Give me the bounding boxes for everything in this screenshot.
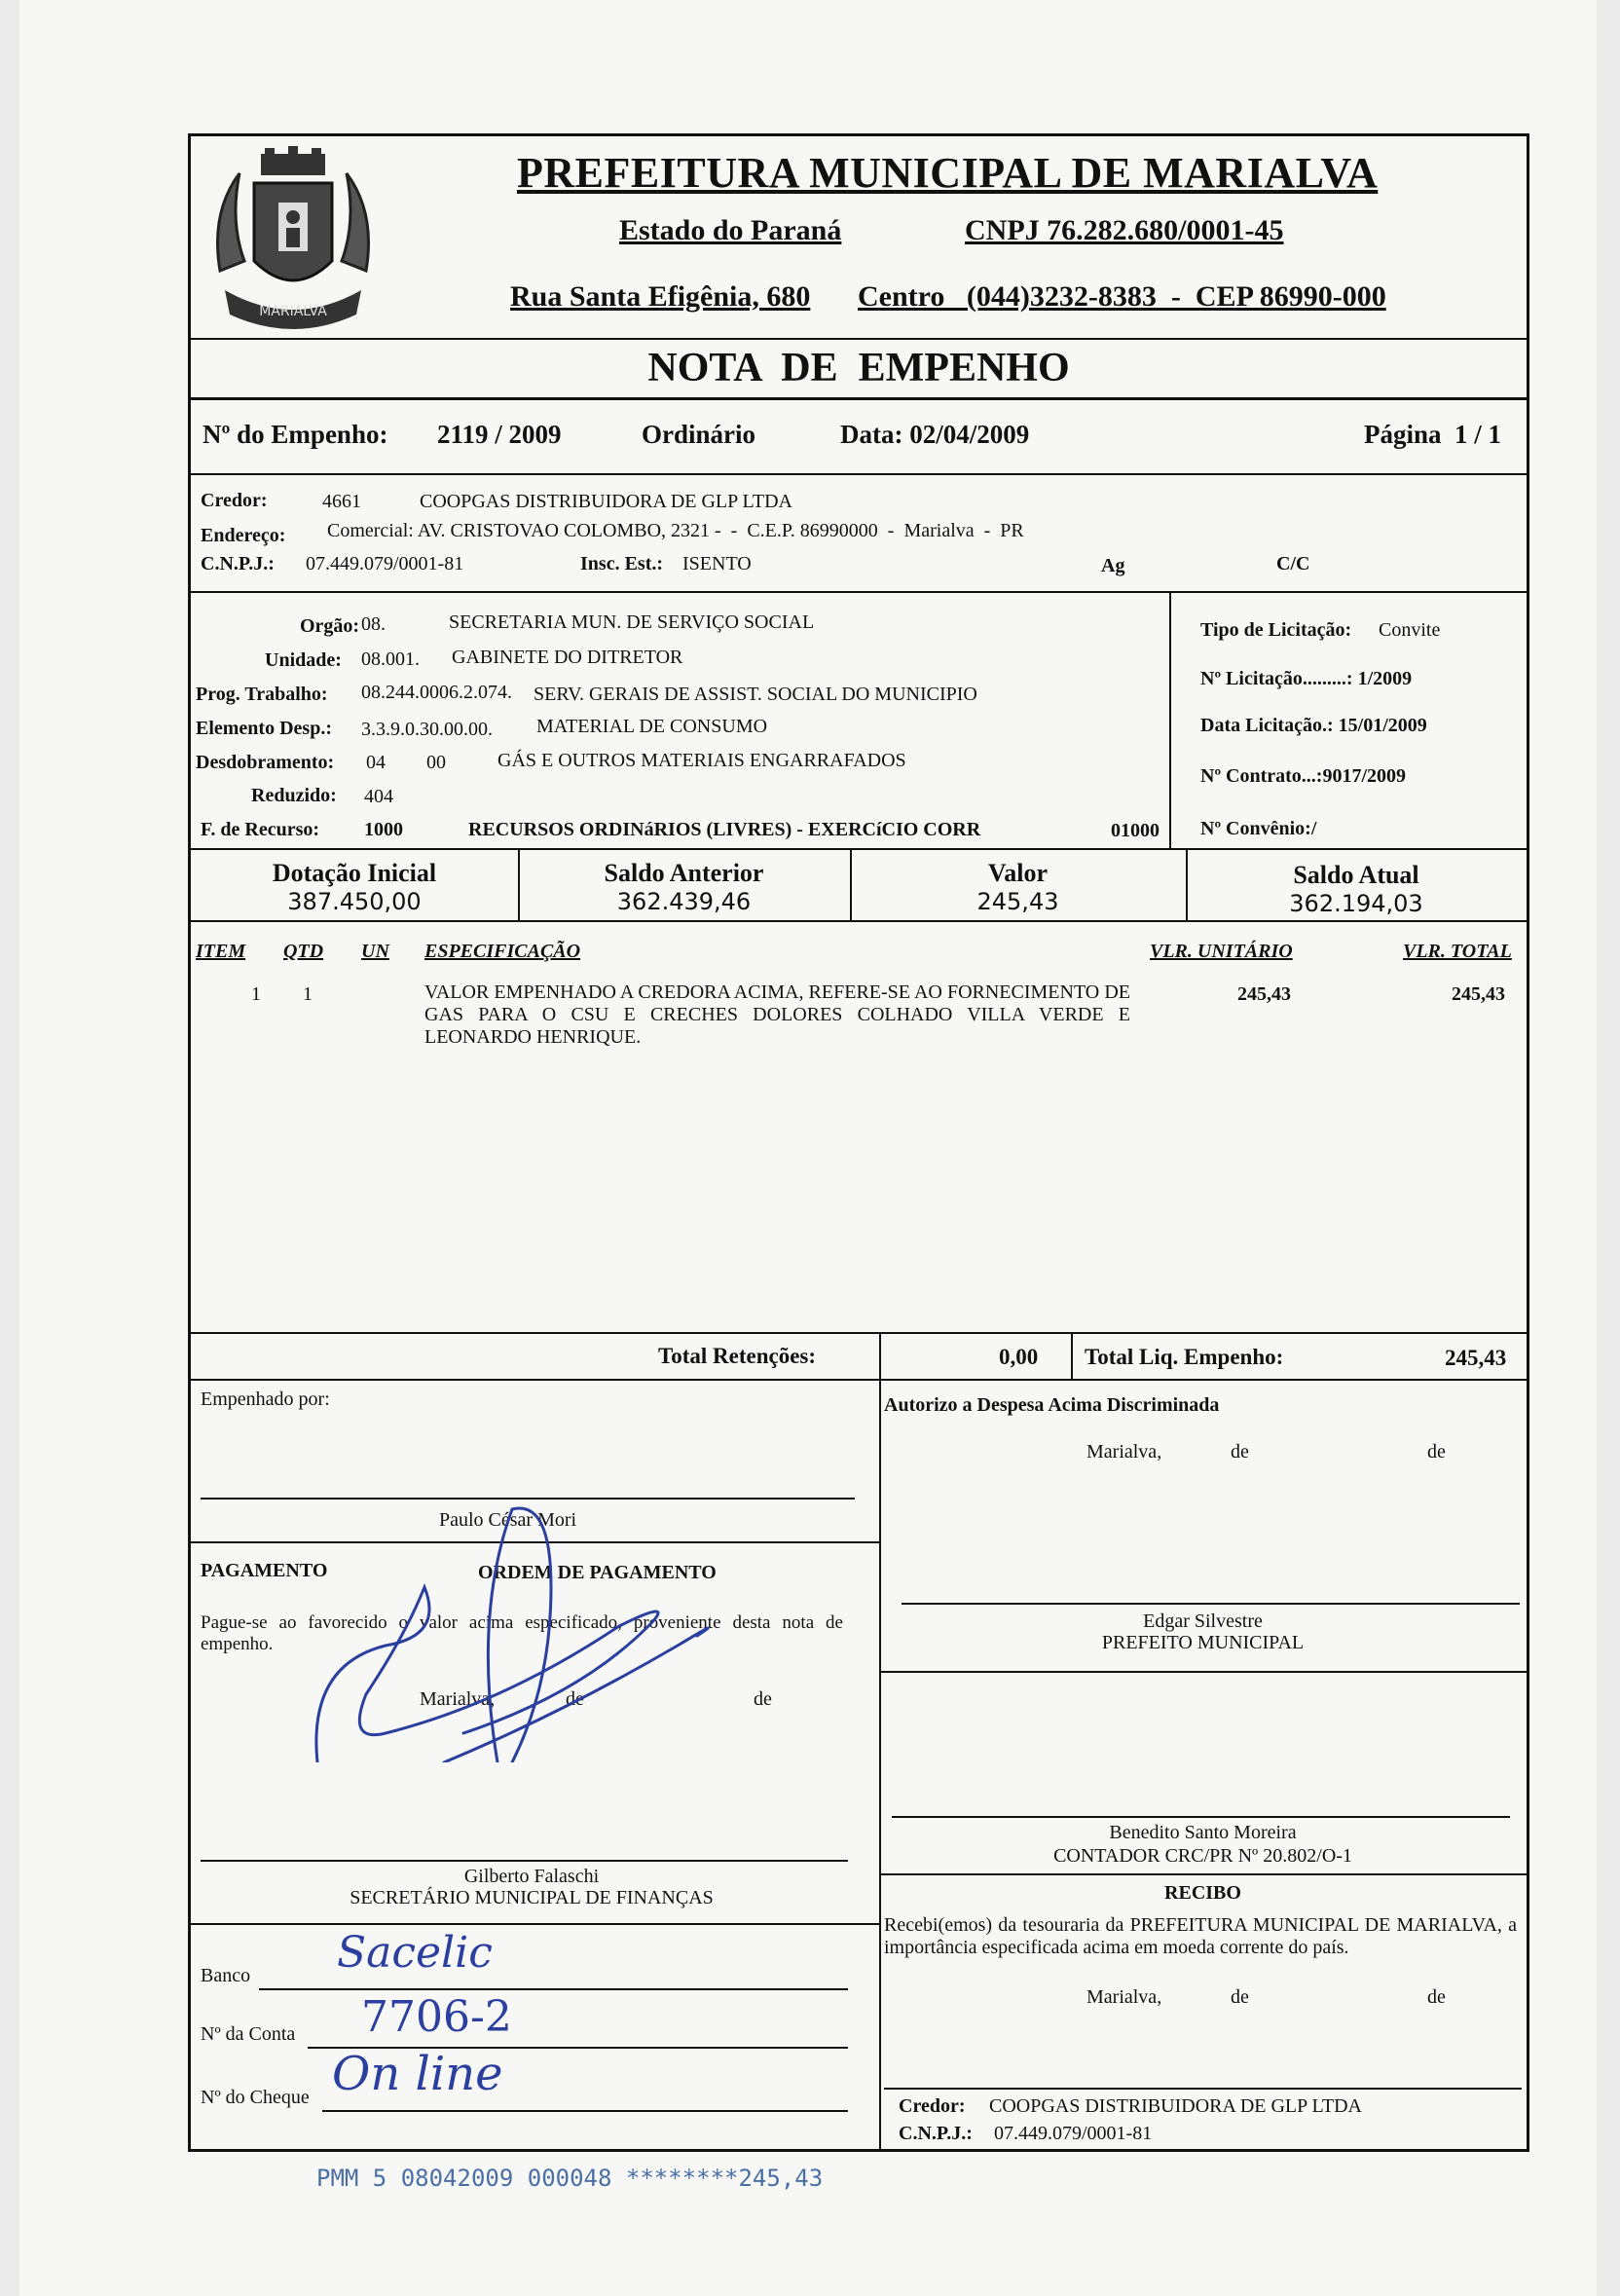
empenhado-signer: Paulo César Mori xyxy=(439,1509,577,1531)
autorizo-place: Marialva, xyxy=(1086,1441,1162,1463)
row-unit-value: 245,43 xyxy=(1237,983,1291,1005)
reduzido-label: Reduzido: xyxy=(251,785,337,806)
balance-valor-label: Valor xyxy=(987,859,1049,887)
signature-scribble xyxy=(308,1470,775,1762)
empenhado-label: Empenhado por: xyxy=(201,1389,330,1410)
autorizo-de-2: de xyxy=(1427,1441,1446,1463)
balance-saldo-anterior-value: 362.439,46 xyxy=(616,888,752,915)
header-phone-cep: Centro (044)3232-8383 - CEP 86990-000 xyxy=(858,280,1386,313)
recibo-de-2: de xyxy=(1427,1986,1446,2008)
contador-signer: Benedito Santo Moreira xyxy=(1109,1822,1297,1843)
header-address: Rua Santa Efigênia, 680 xyxy=(510,280,811,313)
cc-label: C/C xyxy=(1276,553,1310,574)
col-header-item: ITEM xyxy=(196,941,246,962)
total-liquido-label: Total Liq. Empenho: xyxy=(1085,1345,1284,1369)
col-header-qtd: QTD xyxy=(283,941,324,962)
credor-address: Comercial: AV. CRISTOVAO COLOMBO, 2321 - - C.E.P. 86990000 - Marialva - PR xyxy=(327,520,1024,541)
recibo-place: Marialva, xyxy=(1086,1986,1162,2008)
balance-dotacao-label: Dotação Inicial xyxy=(272,859,437,887)
insc-value: ISENTO xyxy=(682,553,752,574)
col-header-unit: VLR. UNITÁRIO xyxy=(1150,941,1293,962)
balance-saldo-atual-value: 362.194,03 xyxy=(1289,890,1423,917)
cheque-label: Nº do Cheque xyxy=(201,2087,310,2108)
row-total-value: 245,43 xyxy=(1452,983,1505,1005)
col-header-un: UN xyxy=(361,941,389,962)
desdobramento-b: 00 xyxy=(426,752,446,773)
banco-label: Banco xyxy=(201,1965,251,1986)
credor-address-label: Endereço: xyxy=(201,525,286,546)
desdobramento-label: Desdobramento: xyxy=(196,752,335,773)
pagamento-text: Pague-se ao favorecido o valor acima especificado, proveniente desta nota de empenho. xyxy=(201,1612,843,1654)
autorizo-de-1: de xyxy=(1231,1441,1249,1463)
col-header-total: VLR. TOTAL xyxy=(1403,941,1512,962)
unidade-name: GABINETE DO DITRETOR xyxy=(452,647,683,668)
empenho-label: Nº do Empenho: xyxy=(202,420,388,449)
insc-label: Insc. Est.: xyxy=(580,553,664,574)
elemento-code: 3.3.9.0.30.00.00. xyxy=(361,719,493,740)
coat-of-arms-icon xyxy=(201,144,386,339)
teller-stamp: PMM 5 08042009 000048 ********245,43 xyxy=(316,2165,824,2192)
licitacao-tipo-value: Convite xyxy=(1379,619,1441,641)
autorizo-role: PREFEITO MUNICIPAL xyxy=(1101,1632,1305,1653)
prog-label: Prog. Trabalho: xyxy=(196,684,328,705)
empenho-page: Página 1 / 1 xyxy=(1364,420,1502,449)
licitacao-tipo-label: Tipo de Licitação: xyxy=(1200,619,1352,641)
pagamento-role: SECRETÁRIO MUNICIPAL DE FINANÇAS xyxy=(350,1887,714,1908)
credor-cnpj: 07.449.079/0001-81 xyxy=(306,553,464,574)
credor-cnpj-label: C.N.P.J.: xyxy=(201,553,275,574)
conta-label: Nº da Conta xyxy=(201,2023,296,2045)
orgao-code: 08. xyxy=(361,613,386,635)
cheque-value: On line xyxy=(332,2047,503,2101)
desdobramento-a: 04 xyxy=(366,752,386,773)
credor-label: Credor: xyxy=(201,490,268,511)
total-retencoes-value: 0,00 xyxy=(999,1345,1039,1369)
empenho-date: Data: 02/04/2009 xyxy=(840,420,1030,449)
balance-dotacao-value: 387.450,00 xyxy=(287,888,422,915)
header-title: PREFEITURA MUNICIPAL DE MARIALVA xyxy=(517,149,1379,197)
recurso-code: 1000 xyxy=(364,819,403,840)
orgao-name: SECRETARIA MUN. DE SERVIÇO SOCIAL xyxy=(449,611,815,633)
licitacao-numero: Nº Licitação.........: 1/2009 xyxy=(1200,668,1413,689)
autorizo-signer: Edgar Silvestre xyxy=(1143,1611,1263,1632)
orgao-label: Orgão: xyxy=(300,615,360,637)
elemento-name: MATERIAL DE CONSUMO xyxy=(536,716,768,737)
balance-valor-value: 245,43 xyxy=(976,888,1059,915)
ordem-pagamento-label: ORDEM DE PAGAMENTO xyxy=(478,1562,717,1583)
prog-name: SERV. GERAIS DE ASSIST. SOCIAL DO MUNICIPIO xyxy=(534,684,977,705)
balance-saldo-atual-label: Saldo Atual xyxy=(1293,861,1419,889)
header-cnpj: CNPJ 76.282.680/0001-45 xyxy=(965,214,1284,246)
unidade-code: 08.001. xyxy=(361,648,420,670)
col-header-spec: ESPECIFICAÇÃO xyxy=(424,941,581,962)
pagamento-signer: Gilberto Falaschi xyxy=(463,1866,600,1887)
prog-code: 08.244.0006.2.074. xyxy=(361,682,512,703)
licitacao-convenio: Nº Convênio:/ xyxy=(1200,818,1317,839)
reduzido-value: 404 xyxy=(364,786,393,807)
recibo-title: RECIBO xyxy=(1164,1882,1241,1904)
recibo-de-1: de xyxy=(1231,1986,1249,2008)
recibo-credor: COOPGAS DISTRIBUIDORA DE GLP LTDA xyxy=(989,2095,1362,2117)
empenho-type: Ordinário xyxy=(642,420,756,449)
credor-name: COOPGAS DISTRIBUIDORA DE GLP LTDA xyxy=(420,491,792,512)
credor-code: 4661 xyxy=(322,491,361,512)
svg-text:MARIALVA: MARIALVA xyxy=(259,304,327,319)
licitacao-data: Data Licitação.: 15/01/2009 xyxy=(1200,715,1427,736)
elemento-label: Elemento Desp.: xyxy=(196,718,332,739)
recibo-text: Recebi(emos) da tesouraria da PREFEITURA MUNICIPAL DE MARIALVA, a importância especificada acima em moeda corrente do país. xyxy=(884,1914,1517,1958)
recibo-credor-label: Credor: xyxy=(899,2095,966,2117)
row-spec: VALOR EMPENHADO A CREDORA ACIMA, REFERE-SE AO FORNECIMENTO DE GAS PARA O CSU E CRECHES DOLORES COLHADO VILLA VERDE E LEONARDO HENRIQUE. xyxy=(424,981,1130,1048)
unidade-label: Unidade: xyxy=(265,649,342,671)
contador-role: CONTADOR CRC/PR Nº 20.802/O-1 xyxy=(1053,1845,1352,1867)
recurso-label: F. de Recurso: xyxy=(201,819,320,840)
header-state: Estado do Paraná xyxy=(619,214,842,246)
recibo-cnpj: 07.449.079/0001-81 xyxy=(994,2123,1153,2144)
pagamento-de-1: de xyxy=(566,1688,584,1710)
recibo-cnpj-label: C.N.P.J.: xyxy=(899,2123,973,2144)
balance-saldo-anterior-label: Saldo Anterior xyxy=(604,859,764,887)
row-item: 1 xyxy=(251,983,261,1005)
recurso-ref: 01000 xyxy=(1111,820,1160,841)
nota-de-empenho-form xyxy=(188,133,1529,2152)
pagamento-label: PAGAMENTO xyxy=(201,1560,328,1581)
pagamento-place: Marialva, xyxy=(420,1688,496,1710)
empenho-number: 2119 / 2009 xyxy=(437,420,562,449)
document-title: NOTA DE EMPENHO xyxy=(647,346,1070,390)
total-liquido-value: 245,43 xyxy=(1445,1346,1507,1370)
conta-value: 7706-2 xyxy=(361,1992,512,2042)
row-qtd: 1 xyxy=(303,983,313,1005)
desdobramento-name: GÁS E OUTROS MATERIAIS ENGARRAFADOS xyxy=(497,750,906,771)
banco-value: Sacelic xyxy=(337,1928,493,1978)
total-retencoes-label: Total Retenções: xyxy=(658,1344,817,1368)
ag-label: Ag xyxy=(1101,555,1125,576)
pagamento-de-2: de xyxy=(754,1688,772,1710)
licitacao-contrato: Nº Contrato...:9017/2009 xyxy=(1200,765,1407,787)
recurso-name: RECURSOS ORDINáRIOS (LIVRES) - EXERCíCIO CORR xyxy=(468,819,981,840)
autorizo-title: Autorizo a Despesa Acima Discriminada xyxy=(884,1394,1220,1416)
